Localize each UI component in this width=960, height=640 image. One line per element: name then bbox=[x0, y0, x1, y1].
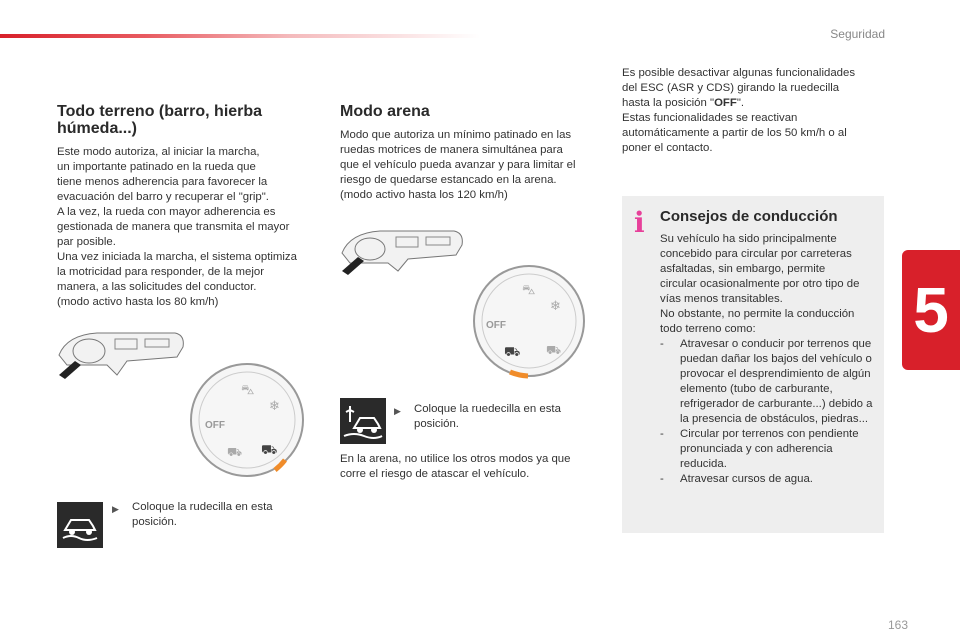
dashboard-illustration-2 bbox=[340, 225, 465, 275]
list-item: - Circular por terrenos con pendiente pronunciada y con adherencia reducida. bbox=[660, 428, 859, 470]
todo-terreno-bullet: ▶ Coloque la rudecilla en esta posición. bbox=[112, 501, 273, 528]
modo-arena-text: Modo que autoriza un mínimo patinado en las ruedas motrices de manera simultánea para que el vehículo pueda avanzar y para limitar el riesgo de quedarse estancado en la arena. (modo activo hasta los 120 km/h) bbox=[340, 129, 576, 201]
mud-mode-icon bbox=[57, 502, 103, 548]
off-keyword: OFF bbox=[714, 97, 737, 109]
svg-text:⛟: ⛟ bbox=[546, 343, 562, 357]
consejos-list bbox=[660, 337, 882, 487]
heading-todo-terreno: Todo terreno (barro, hierba húmeda...) bbox=[57, 103, 263, 137]
dial-off-label: OFF bbox=[486, 320, 506, 331]
modo-arena-bullet: ▶ Coloque la ruedecilla en esta posición. bbox=[394, 403, 561, 430]
dashboard-illustration-1 bbox=[57, 325, 187, 380]
bullet-arrow-icon: ▶ bbox=[112, 504, 119, 514]
header-accent-bar bbox=[0, 34, 480, 38]
esc-text: Es posible desactivar algunas funcionalidades del ESC (ASR y CDS) girando la ruedecilla hasta la posición "OFF". Estas funcionalidades se reactivan automáticamente a partir de los 50 km/h o al poner el contacto. bbox=[622, 67, 856, 154]
list-item: - Atravesar cursos de agua. bbox=[660, 473, 813, 485]
mode-selector-dial-2 bbox=[470, 262, 588, 380]
consejos-title: Consejos de conducción bbox=[660, 208, 838, 225]
heading-modo-arena: Modo arena bbox=[340, 103, 430, 120]
consejos-intro: Su vehículo ha sido principalmente concebido para circular por carreteras asfaltadas, sin embargo, permite circular ocasionalmente por otro tipo de vías menos transitables. No obstante, no permite la conducción todo terreno como: bbox=[660, 233, 860, 335]
todo-terreno-text: Este modo autoriza, al iniciar la marcha, un importante patinado en la rueda que tiene menos adherencia para favorecer la evacuación del barro y recuperar el "grip". A la vez, la rueda con mayor adherencia es gestionada de manera que transmita el mayor par posible. Una vez iniciada la marcha, el sistema optimiza la motricidad para responder, de la mejor manera, a las solicitudes del conductor. (modo activo hasta los 80 km/h) bbox=[57, 146, 297, 308]
svg-text:❄: ❄ bbox=[269, 399, 280, 414]
dial-off-label: OFF bbox=[205, 420, 225, 431]
section-name: Seguridad bbox=[830, 27, 885, 41]
sand-mode-icon bbox=[340, 398, 386, 444]
bullet-arrow-icon: ▶ bbox=[394, 406, 401, 416]
consejos-panel bbox=[622, 196, 884, 533]
svg-text:⛍: ⛍ bbox=[522, 283, 536, 298]
info-icon: i bbox=[634, 206, 645, 239]
svg-text:❄: ❄ bbox=[550, 299, 561, 314]
page-number: 163 bbox=[887, 618, 908, 632]
chapter-tab: 5 bbox=[902, 250, 960, 370]
mode-selector-dial-1 bbox=[187, 360, 307, 480]
svg-text:⛍: ⛍ bbox=[241, 383, 255, 398]
modo-arena-warning: En la arena, no utilice los otros modos ya que corre el riesgo de atascar el vehículo. bbox=[340, 453, 571, 480]
svg-text:⛟: ⛟ bbox=[504, 345, 521, 360]
svg-text:⛟: ⛟ bbox=[227, 445, 243, 459]
svg-text:⛟: ⛟ bbox=[261, 443, 278, 458]
list-item: - Atravesar o conducir por terrenos que puedan dañar los bajos del vehículo o provocar el desprendimiento de algún elemento (tubo de carburante, refrigerador de carburante...) debido a la presencia de obstáculos, piedras... bbox=[660, 338, 873, 425]
